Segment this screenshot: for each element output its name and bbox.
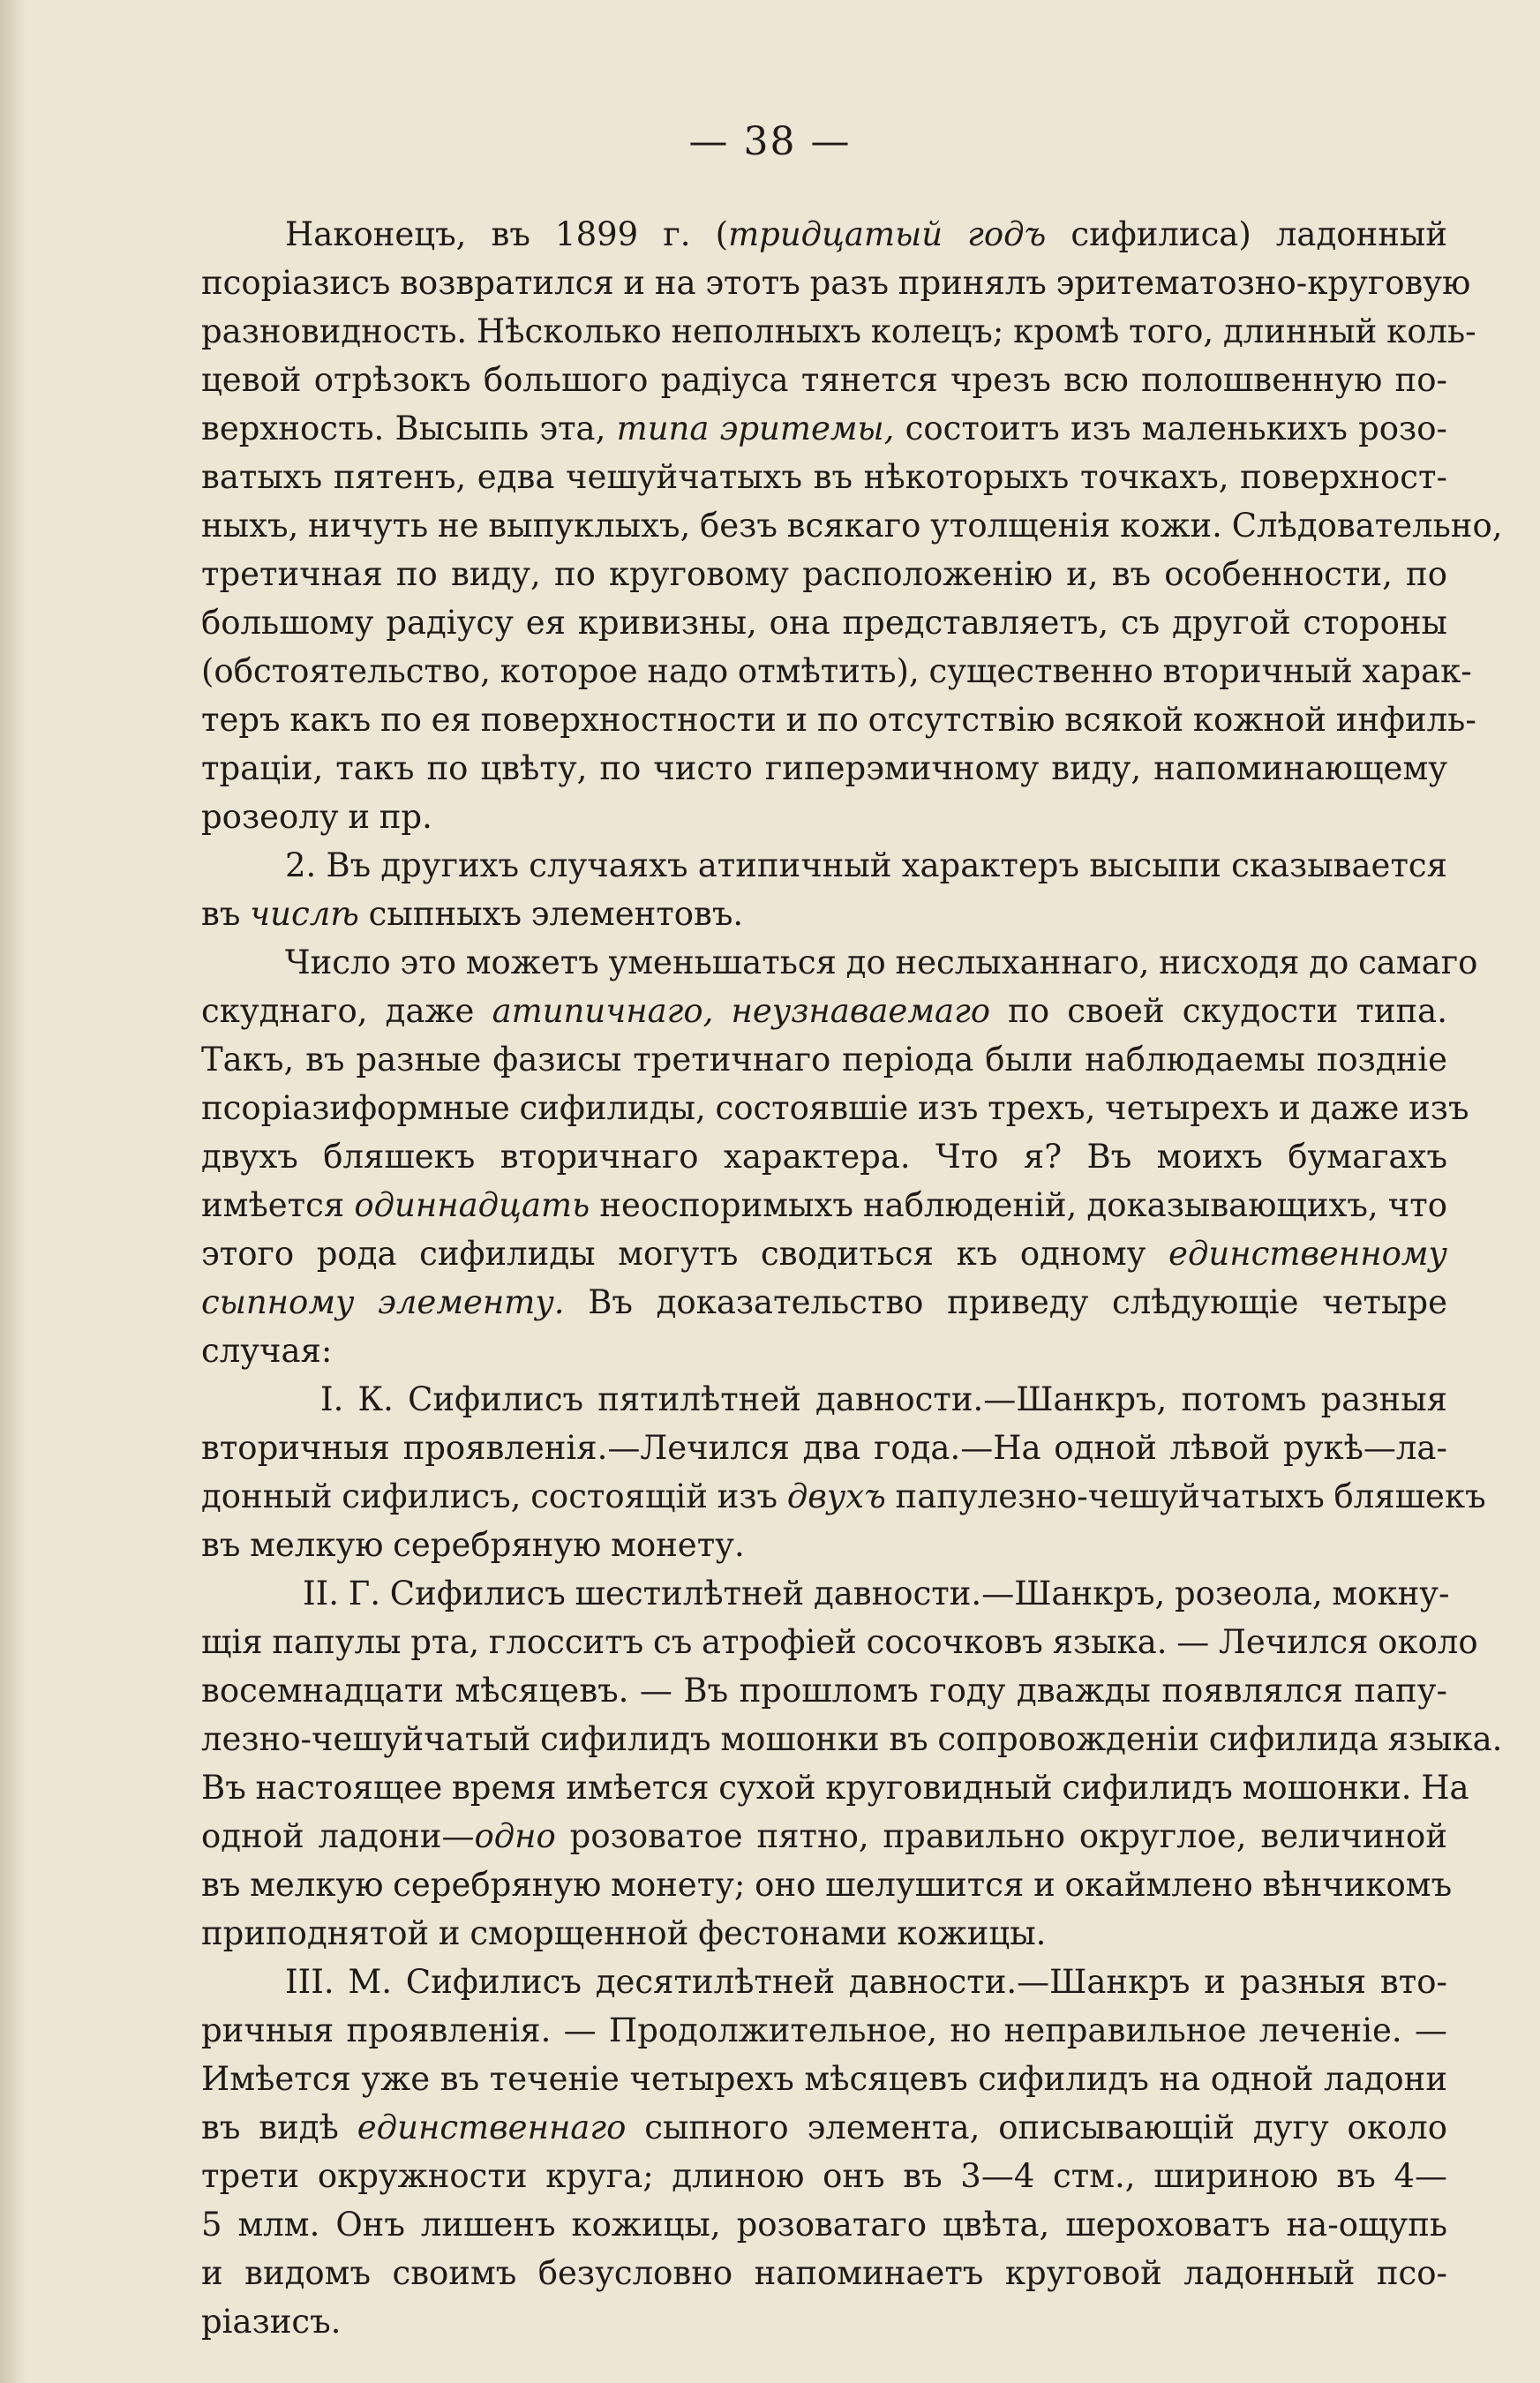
text-line <box>201 404 1447 453</box>
text-line <box>201 1618 1478 1666</box>
text-span: вторичныя проявленія.—Лечился два года.—На одной лѣвой рукѣ—ла- <box>201 1429 1447 1467</box>
text-line <box>201 2006 1447 2055</box>
text-line <box>201 1132 1447 1181</box>
text-span: скуднаго, даже <box>201 992 492 1030</box>
text-span: по своей скудости типа. <box>990 992 1447 1030</box>
text-line <box>201 841 1447 890</box>
text-span: состоитъ изъ маленькихъ розо- <box>894 410 1447 447</box>
text-span: донный сифилисъ, состоящій изъ <box>201 1477 787 1515</box>
text-line <box>201 2055 1447 2103</box>
text-line <box>201 1909 1447 1958</box>
text-span: розеолу и пр. <box>201 798 432 836</box>
text-line <box>201 987 1447 1035</box>
text-line <box>201 2103 1447 2152</box>
text-line <box>201 1278 1447 1327</box>
text-line <box>201 550 1447 598</box>
text-span: I. К. Сифилисъ пятилѣтней давности.—Шанкръ, потомъ разныя <box>320 1380 1447 1418</box>
text-span: третичная по виду, по круговому расположенію и, въ особенности, по <box>201 555 1447 593</box>
text-span: теръ какъ по ея поверхностности и по отсутствію всякой кожной инфиль- <box>201 701 1476 739</box>
text-span: траціи, такъ по цвѣту, по чисто гиперэмичному виду, напоминающему <box>201 749 1447 787</box>
text-span: папулезно-чешуйчатыхъ бляшекъ <box>885 1477 1486 1515</box>
text-line <box>201 453 1447 501</box>
page-number: — 38 — <box>688 119 852 164</box>
text-span: приподнятой и сморщенной фестонами кожицы. <box>201 1914 1047 1952</box>
text-span: случая: <box>201 1332 333 1370</box>
text-line <box>201 1521 1447 1569</box>
text-line <box>201 1812 1447 1861</box>
text-line <box>201 307 1476 356</box>
text-line <box>201 1958 1447 2006</box>
page-edge <box>0 0 26 2383</box>
text-line <box>201 647 1472 695</box>
text-span: сыпныхъ элементовъ. <box>358 895 744 933</box>
text-span: Число это можетъ уменьшаться до неслыханнаго, нисходя до самаго <box>285 943 1478 981</box>
text-span: верхность. Высыпь эта, <box>201 410 617 447</box>
text-line <box>201 1229 1447 1278</box>
text-line <box>201 356 1447 404</box>
text-line <box>201 2152 1447 2200</box>
text-span: розоватое пятно, правильно округлое, величиной <box>555 1817 1447 1855</box>
italic-text: одиннадцать <box>354 1186 590 1224</box>
text-span: Въ доказательство приведу слѣдующіе четыре <box>564 1283 1447 1321</box>
italic-text: числѣ <box>250 895 359 933</box>
text-span: (обстоятельство, которое надо отмѣтить), существенно вторичный харак- <box>201 652 1472 690</box>
italic-text: сыпному элементу. <box>201 1283 565 1321</box>
text-line <box>201 2249 1447 2297</box>
italic-text: единственнаго <box>357 2109 627 2146</box>
text-span: большому радіусу ея кривизны, она представляетъ, съ другой стороны <box>201 604 1447 642</box>
text-line <box>201 1375 1447 1424</box>
text-line <box>201 1569 1450 1618</box>
text-line <box>201 1424 1447 1472</box>
text-span: Такъ, въ разные фазисы третичнаго періода были наблюдаемы поздніе <box>201 1041 1447 1079</box>
text-span: псоріазиформные сифилиды, состоявшіе изъ трехъ, четырехъ и даже изъ <box>201 1089 1469 1127</box>
italic-text: типа эритемы, <box>616 410 895 447</box>
text-line <box>201 598 1447 647</box>
text-span: сифилиса) ладонный <box>1046 215 1447 253</box>
text-span: имѣется <box>201 1186 355 1224</box>
text-span: въ мелкую серебряную монету; оно шелушится и окаймлено вѣнчикомъ <box>201 1866 1453 1904</box>
text-span: двухъ бляшекъ вторичнаго характера. Что я? Въ моихъ бумагахъ <box>201 1138 1447 1176</box>
text-line <box>201 1715 1503 1763</box>
text-line <box>201 695 1476 744</box>
text-span: цевой отрѣзокъ большого радіуса тянется чрезъ всю полошвенную по- <box>201 361 1447 399</box>
text-line <box>201 793 1447 841</box>
text-line <box>201 1327 1447 1375</box>
text-span: трети окружности круга; длиною онъ въ 3—4 стм., шириною въ 4— <box>201 2157 1447 2195</box>
text-line <box>201 1084 1469 1132</box>
text-span: въ видѣ <box>201 2109 357 2146</box>
text-span: въ мелкую серебряную монету. <box>201 1526 745 1564</box>
text-span: Наконецъ, въ 1899 г. ( <box>285 215 729 253</box>
italic-text: атипичнаго, неузнаваемаго <box>492 992 991 1030</box>
text-line <box>201 1861 1453 1909</box>
text-line <box>201 2200 1447 2249</box>
text-line <box>201 2297 1447 2346</box>
italic-text: одно <box>474 1817 556 1855</box>
text-span: неоспоримыхъ наблюденій, доказывающихъ, что <box>590 1186 1447 1224</box>
text-span: II. Г. Сифилисъ шестилѣтней давности.—Шанкръ, розеола, мокну- <box>303 1575 1450 1612</box>
text-span: и видомъ своимъ безусловно напоминаетъ круговой ладонный псо- <box>201 2254 1447 2292</box>
text-span: въ <box>201 895 251 933</box>
text-span: восемнадцати мѣсяцевъ. — Въ прошломъ году дважды появлялся папу- <box>201 1672 1447 1710</box>
text-span: разновидность. Нѣсколько неполныхъ колецъ; кромѣ того, длинный коль- <box>201 312 1476 350</box>
text-span: псоріазисъ возвратился и на этотъ разъ принялъ эритематозно-круговую <box>201 264 1471 302</box>
text-span: сыпного элемента, описывающій дугу около <box>626 2109 1447 2146</box>
text-span: ныхъ, ничуть не выпуклыхъ, безъ всякаго утолщенія кожи. Слѣдовательно, <box>201 507 1503 545</box>
text-line <box>201 210 1447 259</box>
text-line <box>201 1181 1447 1229</box>
italic-text: двухъ <box>786 1477 886 1515</box>
text-line <box>201 259 1471 307</box>
text-span: лезно-чешуйчатый сифилидъ мошонки въ сопровожденіи сифилида языка. <box>201 1720 1503 1758</box>
text-span: ріазисъ. <box>201 2303 342 2341</box>
text-line <box>201 1035 1447 1084</box>
text-span: щія папулы рта, глосситъ съ атрофіей сосочковъ языка. — Лечился около <box>201 1623 1478 1661</box>
text-span: 5 млм. Онъ лишенъ кожицы, розоватаго цвѣта, шероховатъ на-ощупь <box>201 2206 1447 2244</box>
italic-text: тридцатый годъ <box>728 215 1047 253</box>
body-text <box>201 210 1503 2346</box>
text-span: III. М. Сифилисъ десятилѣтней давности.—Шанкръ и разныя вто- <box>285 1963 1447 2001</box>
text-span: этого рода сифилиды могутъ сводиться къ одному <box>201 1235 1169 1273</box>
text-line <box>201 1763 1469 1812</box>
text-span: ватыхъ пятенъ, едва чешуйчатыхъ въ нѣкоторыхъ точкахъ, поверхност- <box>201 458 1447 496</box>
text-span: Въ настоящее время имѣется сухой круговидный сифилидъ мошонки. На <box>201 1769 1469 1807</box>
text-line <box>201 744 1447 793</box>
italic-text: единственному <box>1168 1235 1447 1273</box>
text-span: ричныя проявленія. — Продолжительное, но неправильное леченіе. — <box>201 2011 1447 2049</box>
text-line <box>201 501 1503 550</box>
text-line <box>201 1666 1447 1715</box>
text-line <box>201 890 1447 938</box>
text-span: одной ладони— <box>201 1817 475 1855</box>
text-line <box>201 938 1478 987</box>
text-span: 2. Въ другихъ случаяхъ атипичный характеръ высыпи сказывается <box>285 846 1447 884</box>
text-span: Имѣется уже въ теченіе четырехъ мѣсяцевъ сифилидъ на одной ладони <box>201 2060 1447 2098</box>
text-line <box>201 1472 1486 1521</box>
